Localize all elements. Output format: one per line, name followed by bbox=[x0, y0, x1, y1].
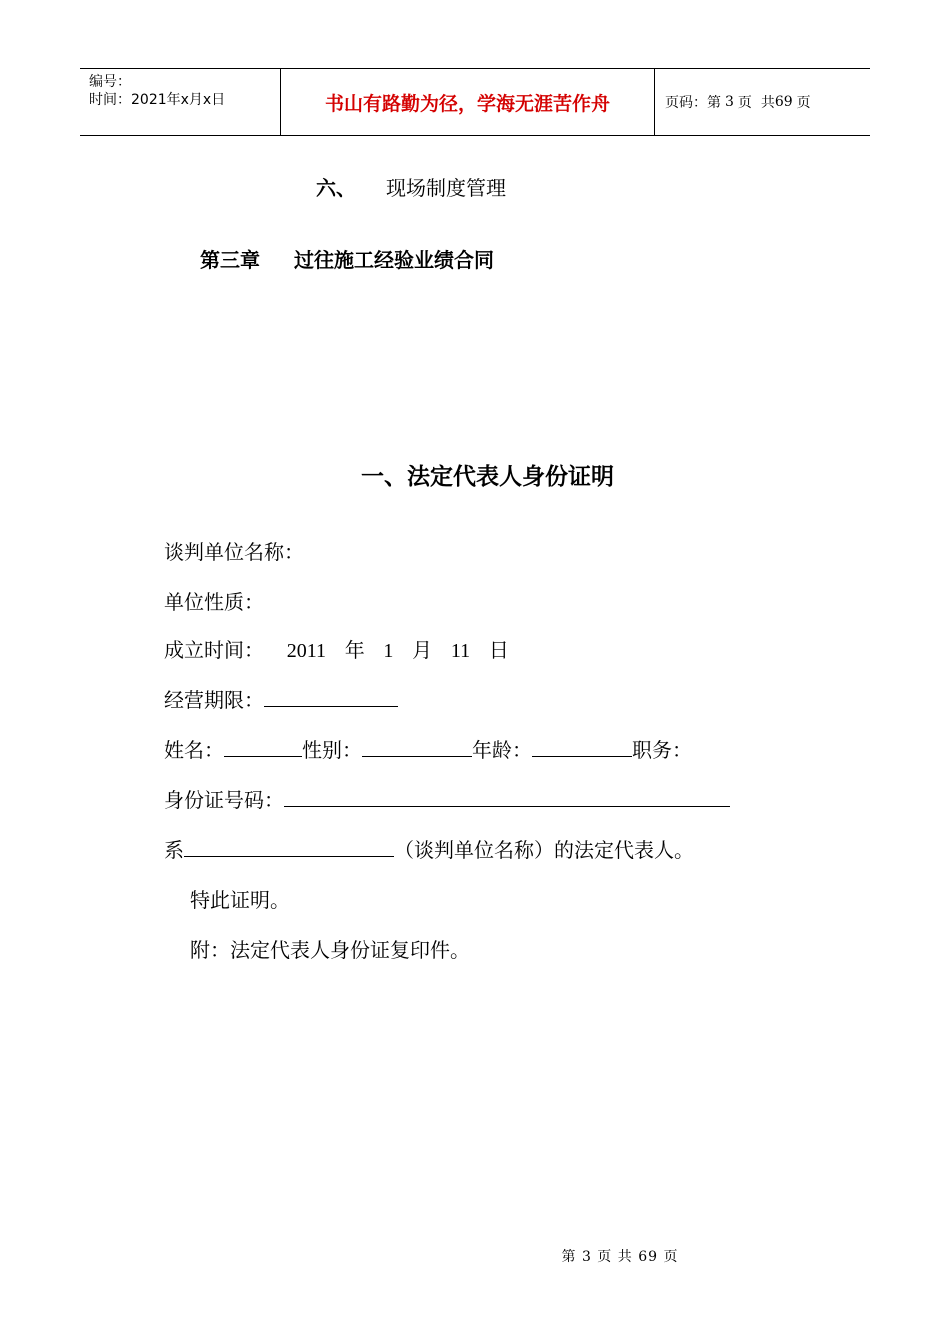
page-mid: 页 共 bbox=[737, 95, 775, 111]
chapter-3-number: 第三章 bbox=[200, 248, 260, 272]
term-row bbox=[164, 684, 398, 713]
id-row bbox=[164, 784, 730, 813]
is-prefix: 系 bbox=[164, 838, 184, 862]
name-label: 姓名： bbox=[164, 738, 224, 762]
certify-text: 特此证明。 bbox=[190, 888, 290, 912]
page-prefix: 页码：第 bbox=[665, 95, 721, 111]
unit-name-label: 谈判单位名称： bbox=[164, 540, 304, 564]
header-meta bbox=[80, 69, 281, 135]
page-footer: 第 3 页 共 69 页 bbox=[561, 1249, 679, 1265]
founded-year: 2011 bbox=[286, 640, 326, 662]
founded-month: 1 bbox=[383, 640, 394, 662]
date-label: 时间：2021年x月x日 bbox=[89, 92, 226, 108]
name-blank[interactable] bbox=[224, 736, 302, 757]
term-label: 经营期限： bbox=[164, 688, 264, 712]
age-label: 年龄： bbox=[472, 738, 532, 762]
page-header bbox=[80, 68, 870, 136]
founded-label: 成立时间： bbox=[164, 638, 264, 662]
page-current: 3 bbox=[725, 94, 734, 110]
header-motto: 书山有路勤为径，学海无涯苦作舟 bbox=[281, 69, 655, 135]
personal-info-row bbox=[164, 734, 692, 763]
attachment-text: 附：法定代表人身份证复印件。 bbox=[190, 938, 470, 962]
representative-unit-blank[interactable] bbox=[184, 836, 394, 857]
section-6-heading bbox=[316, 172, 506, 201]
id-blank[interactable] bbox=[284, 786, 730, 807]
section-6-number: 六、 bbox=[316, 176, 356, 200]
document-title: 一、法定代表人身份证明 bbox=[361, 464, 614, 490]
header-page-info bbox=[655, 69, 870, 135]
page-total: 69 bbox=[774, 94, 793, 110]
founded-date-row bbox=[164, 634, 509, 663]
gender-label: 性别： bbox=[302, 738, 362, 762]
serial-number-label: 编号： bbox=[89, 74, 131, 90]
position-label: 职务： bbox=[632, 738, 692, 762]
chapter-3-heading bbox=[200, 244, 494, 273]
is-suffix: （谈判单位名称）的法定代表人。 bbox=[394, 838, 694, 862]
id-label: 身份证号码： bbox=[164, 788, 284, 812]
day-char: 日 bbox=[488, 638, 509, 662]
chapter-3-title: 过往施工经验业绩合同 bbox=[294, 248, 494, 272]
month-char: 月 bbox=[412, 638, 433, 662]
gender-blank[interactable] bbox=[362, 736, 472, 757]
year-char: 年 bbox=[344, 638, 365, 662]
unit-nature-label: 单位性质： bbox=[164, 590, 264, 614]
age-blank[interactable] bbox=[532, 736, 632, 757]
term-blank[interactable] bbox=[264, 686, 398, 707]
section-6-title: 现场制度管理 bbox=[386, 176, 506, 200]
representative-row bbox=[164, 834, 694, 863]
founded-day: 11 bbox=[450, 640, 471, 662]
page-suffix: 页 bbox=[796, 95, 811, 111]
